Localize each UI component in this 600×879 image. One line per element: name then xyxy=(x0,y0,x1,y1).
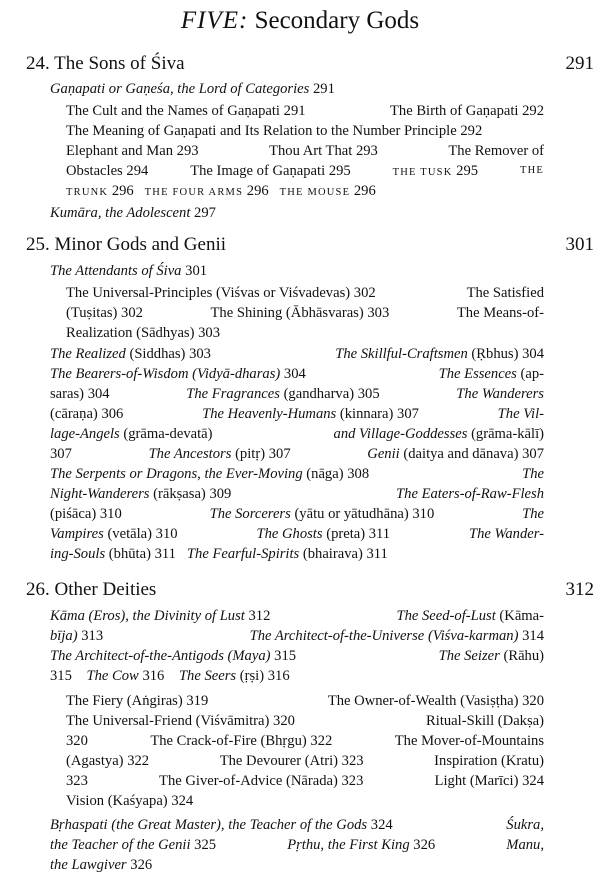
toc-line xyxy=(50,626,544,646)
toc-entry[interactable]: Ritual-Skill (Dakṣa) xyxy=(426,713,544,729)
part-number: FIVE: xyxy=(180,7,249,34)
toc-entry[interactable]: The Fearful-Spirits (bhairava) 311 xyxy=(186,546,388,562)
toc-entry[interactable]: The Owner-of-Wealth (Vasiṣṭha) 320 xyxy=(327,693,544,709)
chapter-title: 24. The Sons of Śiva xyxy=(26,53,185,74)
toc-entry[interactable]: 323 xyxy=(66,773,88,789)
toc-line xyxy=(50,544,388,564)
toc-line xyxy=(66,161,544,183)
toc-entry[interactable]: The Bearers-of-Wisdom (Vidyā-dharas) 304 xyxy=(50,366,306,382)
toc-line xyxy=(66,711,544,731)
toc-line xyxy=(66,181,376,203)
toc-line xyxy=(66,691,544,711)
chapter-title: 25. Minor Gods and Genii xyxy=(26,234,227,255)
toc-line xyxy=(50,484,544,504)
toc-line xyxy=(66,731,544,751)
toc-entry[interactable]: The xyxy=(522,466,544,482)
toc-entry[interactable]: (piśāca) 310 xyxy=(50,506,122,522)
toc-entry[interactable]: The Wanderers xyxy=(456,386,544,402)
toc-entry[interactable]: The Meaning of Gaṇapati and Its Relation to the Number Principle 292 xyxy=(66,123,483,139)
toc-line xyxy=(50,606,544,626)
toc-entry[interactable]: (Agastya) 322 xyxy=(66,753,150,769)
chapter-page: 291 xyxy=(565,53,594,74)
toc-entry[interactable]: bīja) 313 xyxy=(50,628,104,644)
toc-entry[interactable]: Thou Art That 293 xyxy=(269,143,378,159)
toc-entry[interactable]: saras) 304 xyxy=(50,386,110,402)
toc-entry[interactable]: THE xyxy=(519,165,544,176)
toc-subsection[interactable]: Kumāra, the Adolescent 297 xyxy=(50,205,216,221)
toc-entry[interactable]: The Mover-of-Mountains xyxy=(394,733,544,749)
part-title xyxy=(0,6,600,36)
toc-entry[interactable]: The Devourer (Atri) 323 xyxy=(219,753,364,769)
toc-line xyxy=(50,646,544,666)
toc-entry[interactable]: Genii (daitya and dānava) 307 xyxy=(367,446,544,462)
toc-entry[interactable]: The Seizer (Rāhu) xyxy=(438,648,544,664)
toc-entry[interactable]: The Birth of Gaṇapati 292 xyxy=(389,103,544,119)
toc-entry[interactable]: (cāraṇa) 306 xyxy=(50,406,124,422)
toc-entry[interactable]: Pṛthu, the First King 326 xyxy=(287,837,436,853)
toc-entry[interactable]: The Shining (Ābhāsvaras) 303 xyxy=(210,305,390,321)
toc-line xyxy=(50,364,544,384)
toc-entry[interactable]: Elephant and Man 293 xyxy=(66,143,199,159)
toc-entry[interactable]: Obstacles 294 xyxy=(66,163,149,179)
toc-line xyxy=(50,464,544,484)
toc-line xyxy=(50,835,544,855)
toc-entry[interactable]: The Universal-Friend (Viśvāmitra) 320 xyxy=(66,713,295,729)
toc-entry[interactable]: The Remover of xyxy=(448,143,544,159)
toc-entry[interactable]: Inspiration (Kratu) xyxy=(434,753,544,769)
toc-entry[interactable]: Light (Marīci) 324 xyxy=(434,773,544,789)
toc-entry[interactable]: The Giver-of-Advice (Nārada) 323 xyxy=(159,773,364,789)
toc-entry[interactable]: Manu, xyxy=(506,837,544,853)
toc-entry[interactable]: TRUNK 296 xyxy=(66,183,134,199)
toc-entry[interactable]: 307 xyxy=(50,446,72,462)
toc-subsection[interactable]: The Attendants of Śiva 301 xyxy=(50,263,208,279)
toc-entry[interactable]: The Cow 316 xyxy=(86,668,165,684)
toc-entry[interactable]: The Architect-of-the-Universe (Viśva-karman) 314 xyxy=(249,628,544,644)
toc-entry[interactable]: The Crack-of-Fire (Bhṛgu) 322 xyxy=(150,733,333,749)
toc-entry[interactable]: the Teacher of the Genii 325 xyxy=(50,837,217,853)
toc-entry[interactable]: and Village-Goddesses (grāma-kālī) xyxy=(333,426,544,442)
toc-line xyxy=(50,524,544,544)
toc-entry[interactable]: Night-Wanderers (rākṣasa) 309 xyxy=(50,486,232,502)
toc-line xyxy=(66,283,544,303)
chapter-page: 312 xyxy=(565,579,594,600)
toc-entry[interactable]: The Ancestors (pitṛ) 307 xyxy=(148,446,291,462)
toc-entry[interactable]: The Ghosts (preta) 311 xyxy=(256,526,391,542)
toc-line xyxy=(50,444,544,464)
toc-entry[interactable]: The Seers (ṛṣi) 316 xyxy=(178,668,290,684)
toc-entry[interactable]: The Essences (ap- xyxy=(438,366,544,382)
toc-entry[interactable]: THE FOUR ARMS 296 xyxy=(144,183,269,199)
toc-entry[interactable]: The Fragrances (gandharva) 305 xyxy=(186,386,380,402)
toc-entry[interactable]: 320 xyxy=(66,733,88,749)
toc-entry[interactable]: The Vil- xyxy=(497,406,544,422)
toc-line xyxy=(66,303,544,323)
toc-subsection[interactable]: Gaṇapati or Gaṇeśa, the Lord of Categories 291 xyxy=(50,81,335,97)
toc-entry[interactable]: The Image of Gaṇapati 295 xyxy=(190,163,351,179)
toc-line xyxy=(50,815,544,835)
toc-entry[interactable]: Vision (Kaśyapa) 324 xyxy=(66,793,194,809)
toc-entry[interactable]: The Eaters-of-Raw-Flesh xyxy=(396,486,544,502)
toc-entry[interactable]: (Tuṣitas) 302 xyxy=(66,305,143,321)
part-name: Secondary Gods xyxy=(254,7,420,34)
toc-entry[interactable]: The Cult and the Names of Gaṇapati 291 xyxy=(66,103,306,119)
toc-entry[interactable]: The Architect-of-the-Antigods (Maya) 315 xyxy=(50,648,297,664)
toc-line xyxy=(66,751,544,771)
toc-line xyxy=(66,141,544,161)
toc-entry[interactable]: Vampires (vetāla) 310 xyxy=(50,526,178,542)
toc-line xyxy=(66,771,544,791)
toc-entry[interactable]: THE MOUSE 296 xyxy=(279,183,376,199)
toc-entry[interactable]: The Universal-Principles (Viśvas or Viśvadevas) 302 xyxy=(66,285,376,301)
toc-entry[interactable]: The xyxy=(522,506,544,522)
toc-entry[interactable]: Kāma (Eros), the Divinity of Lust 312 xyxy=(50,608,271,624)
toc-entry[interactable]: Śukra, xyxy=(506,817,544,833)
toc-entry[interactable]: the Lawgiver 326 xyxy=(50,857,153,873)
toc-entry[interactable]: ing-Souls (bhūta) 311 xyxy=(50,546,176,562)
toc-entry[interactable]: THE TUSK 295 xyxy=(392,163,479,179)
toc-line xyxy=(50,666,290,686)
toc-entry[interactable]: The Sorcerers (yātu or yātudhāna) 310 xyxy=(209,506,435,522)
toc-line xyxy=(50,504,544,524)
toc-line xyxy=(50,384,544,404)
toc-entry[interactable]: The Heavenly-Humans (kinnara) 307 xyxy=(202,406,419,422)
toc-entry[interactable]: The Wander- xyxy=(469,526,544,542)
toc-entry[interactable]: Bṛhaspati (the Great Master), the Teacher of the Gods 324 xyxy=(50,817,393,833)
toc-entry[interactable]: The Means-of- xyxy=(456,305,544,321)
toc-entry[interactable]: The Seed-of-Lust (Kāma- xyxy=(396,608,544,624)
chapter-page: 301 xyxy=(565,234,594,255)
toc-entry[interactable]: The Satisfied xyxy=(466,285,544,301)
toc-entry[interactable]: The Serpents or Dragons, the Ever-Moving (nāga) 308 xyxy=(50,466,370,482)
toc-line xyxy=(66,101,544,121)
toc-entry[interactable]: lage-Angels (grāma-devatā) xyxy=(50,426,213,442)
toc-entry[interactable]: The Realized (Siddhas) 303 xyxy=(50,346,211,362)
chapter-title: 26. Other Deities xyxy=(26,579,157,600)
toc-entry[interactable]: The Skillful-Craftsmen (Ṛbhus) 304 xyxy=(335,346,544,362)
toc-line xyxy=(50,404,544,424)
toc-line xyxy=(50,344,544,364)
toc-entry[interactable]: Realization (Sādhyas) 303 xyxy=(66,325,221,341)
toc-entry[interactable]: 315 xyxy=(50,668,72,684)
toc-line xyxy=(50,424,544,444)
toc-entry[interactable]: The Fiery (Aṅgiras) 319 xyxy=(66,693,209,709)
